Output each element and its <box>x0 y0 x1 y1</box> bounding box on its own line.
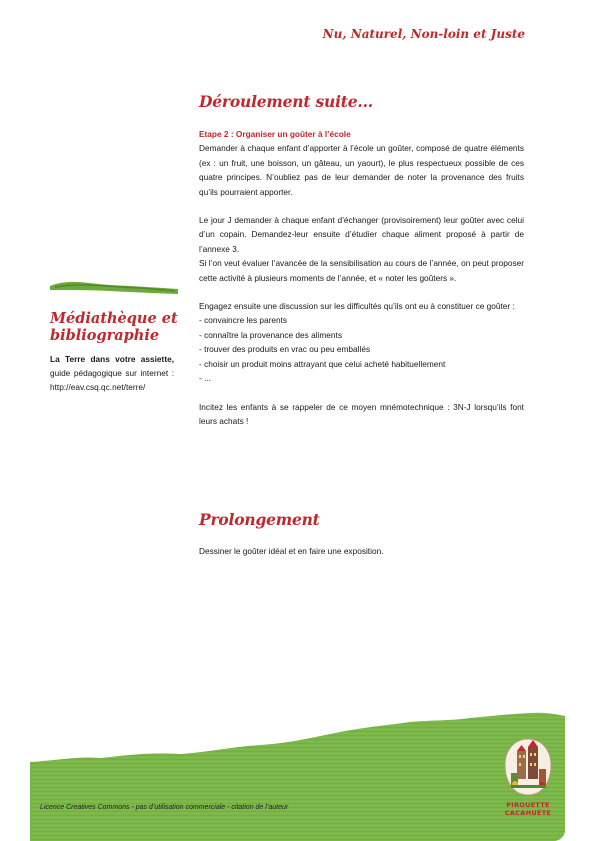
main-content <box>199 127 524 428</box>
section-heading-deroulement: Déroulement suite... <box>199 92 374 111</box>
logo-text-line: PIROUETTE <box>506 801 550 809</box>
document-header-title: Nu, Naturel, Non-loin et Juste <box>322 27 525 41</box>
list-item: - trouver des produits en vrac ou peu emballés <box>199 344 371 355</box>
section-heading-prolongement: Prolongement <box>199 510 320 529</box>
list-item: - ... <box>199 373 211 384</box>
book-description: guide pédagogique sur internet : http://eav.csq.qc.net/terre/ <box>50 368 174 393</box>
green-brush-decoration <box>50 276 180 298</box>
logo-text-line: CACAHUÈTE <box>504 808 552 817</box>
book-title: La Terre dans votre assiette, <box>50 354 174 364</box>
list-item: - connaître la provenance des aliments <box>199 329 342 340</box>
sidebar-heading: Médiathèque et bibliographie <box>50 310 178 344</box>
list-item: - convaincre les parents <box>199 315 288 326</box>
step-title: Etape 2 : Organiser un goûter à l’école <box>199 129 351 139</box>
sidebar-text <box>50 352 174 395</box>
paragraph: Si l’on veut évaluer l’avancée de la sensibilisation au cours de l’année, on peut proposer cette activité à plusieurs moments de l’année, et « noter les goûters ». <box>199 258 524 283</box>
paragraph: Engagez ensuite une discussion sur les difficultés qu’ils ont eu à constituer ce goûter : <box>199 301 515 312</box>
paragraph: Incitez les enfants à se rappeler de ce moyen mnémotechnique : 3N-J lorsqu’ils font leurs achats ! <box>199 401 524 426</box>
logo-text <box>497 802 559 817</box>
license-text: Licence Creatives Commons - pas d’utilisation commerciale - citation de l’auteur <box>40 804 289 811</box>
paragraph: Demander à chaque enfant d’apporter à l’école un goûter, composé de quatre éléments (ex : un fruit, une boisson, un gâteau, un yaourt), le plus respectueux possible de ces quatre principes. N’oubliez pas de leur demander de noter la provenance des fruits qu’ils pourraient apporter. <box>199 143 524 197</box>
prolongement-text: Dessiner le goûter idéal et en faire une exposition. <box>199 546 384 556</box>
paragraph: Le jour J demander à chaque enfant d’échanger (provisoirement) leur goûter avec celui d’un copain. Demandez-leur ensuite d’étudier chaque aliment proposé à partir de l’annexe 3. <box>199 215 524 254</box>
list-item: - choisir un produit moins attrayant que celui acheté habituellement <box>199 358 446 369</box>
